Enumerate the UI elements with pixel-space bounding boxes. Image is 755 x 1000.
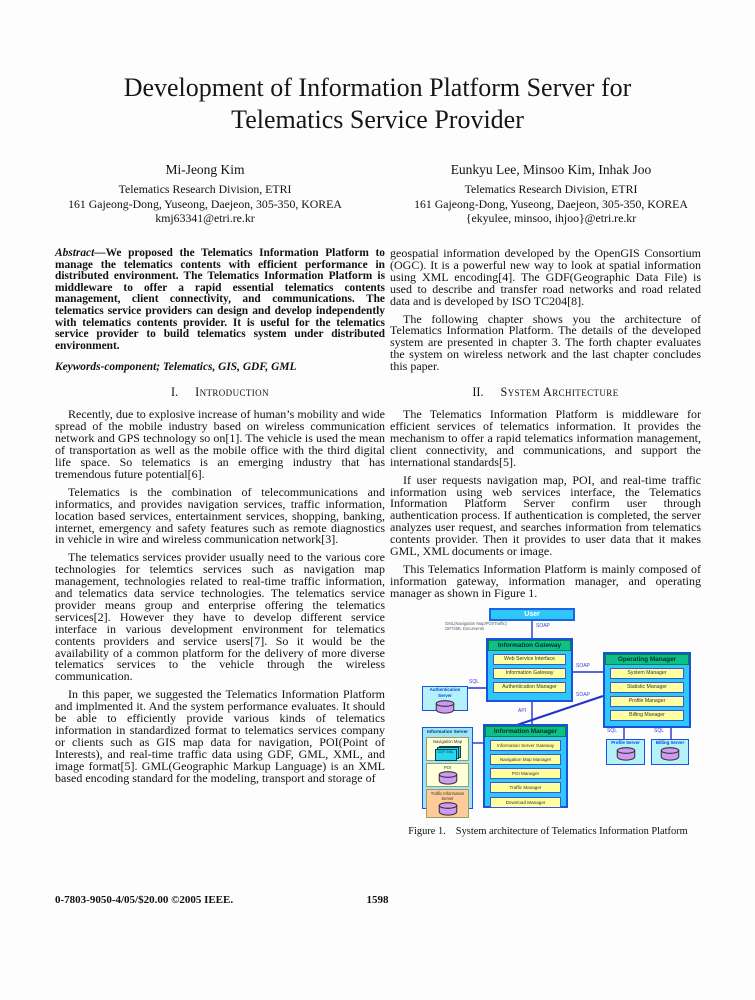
figure-caption: Figure 1. System architecture of Telematics Information Platform [408,825,688,837]
body-paragraph: The Telematics Information Platform is middleware for efficient services of telematics information. It provides the mechanism to offer a rapid telematics information management, client connectivity, and communications, and support the international standards[5]. [390,407,701,469]
node-item: Authentication Manager [493,682,566,693]
node-title: Information Server [427,728,468,734]
body-paragraph: Telematics is the combination of telecommunications and informatics, and provides navigation services, traffic information, location based services, entertainment services, shopping, banking, internet, emergency and safety features such as remote diagnostics in vehicle in wire and wireless communication network[3]. [55,484,385,547]
abstract-text: We proposed the Telematics Information Platform to manage the telematics contents with efficient performance in distributed environment. The Telematics Information Platform is middleware to offer a rapid essential telematics contents management, client connectivity, and communications. The telematics service providers can design and develop independently with telematics contents provider. It is useful for the telematics service provider to build telematics system under distributed environment. [55,247,385,352]
author-address: 161 Gajeong-Dong, Yuseong, Daejeon, 305-350, KOREA [68,196,342,211]
diagram-node-billing-server [651,739,689,765]
paper-title-line1: Development of Information Platform Server for [123,73,632,102]
diagram-node-information-server [422,727,473,809]
body-paragraph: If user requests navigation map, POI, and real-time traffic information using web services interface, the Telematics Information Platform Server confirm user through authentication process. If authentication is completed, the server analyzes user request, and searches information from telematics contents provider. Then it provides to user data that it makes GML, XML documents or image. [390,472,701,559]
node-item: Navigation Map Manager [490,754,561,765]
body-paragraph: geospatial information developed by the OpenGIS Consortium (OGC). It is a powerful new way to look at spatial information using XML encoding[4]. The GDF(Geographic Data File) is used to describe and transfer road networks and road related data and is developed by ISO TC204[8]. [390,246,701,308]
node-item: Billing Manager [610,710,684,721]
label-soap: SOAP [576,691,590,698]
author-email: kmj63341@etri.re.kr [155,211,255,225]
diagram-node-user: User [489,608,575,621]
diagram-protocol-note: GML(Navigation Map/POI/Traffic) GIF/XML Documents [445,620,507,631]
body-paragraph: The telematics services provider usually need to the various core technologies for telemtics services such as navigation map management, technologies related to real-time traffic information, and telematics data service technologies. The telematics service provider means group and enterprise offering the telematics services[2]. However they have to develop different service interface in various development environment for telematics contents providers and service users[7]. So it would be the availability of a common platform for the delivery of more diverse telematics services to the vehicle through the wireless communication. [55,550,385,684]
figure-1 [390,606,701,837]
copyright-notice: 0-7803-9050-4/05/$20.00 ©2005 IEEE. [55,894,234,906]
page-number: 1598 [366,894,389,906]
database-cylinder-icon [615,747,637,761]
body-paragraph: This Telematics Information Platform is mainly composed of information gateway, information manager, and operating manager as shown in Figure 1. [390,561,701,600]
map-files-stack-icon: GDF GML [435,746,461,759]
body-paragraph: Recently, due to explosive increase of human’s mobility and wide spread of the mobile industry based on wireless communication network and GPS technology so on[1]. The vehicle is used the mean of transportation as well as the mobile office with the third digital life space. So telematics is an emerging industry that has tremendous future potential[6]. [55,407,385,481]
author-name: Eunkyu Lee, Minsoo Kim, Inhak Joo [450,162,652,177]
node-item: Web Service Interface [493,654,566,665]
database-cylinder-icon [437,771,459,785]
database-cylinder-icon [437,802,459,816]
figure-1-diagram [405,606,705,818]
database-cylinder-icon [659,747,681,761]
label-sql: SQL [469,678,480,685]
node-title: Profile Server [611,739,640,745]
node-item: System Manager [610,668,684,679]
abstract [55,248,385,352]
label-sql: SQL [654,727,665,734]
label-soap: SOAP [576,662,590,669]
abstract-label: Abstract— [55,247,106,259]
diagram-node-authentication-server [422,686,468,711]
author-affiliation: Telematics Research Division, ETRI [464,182,638,196]
node-title: Information Manager [485,726,566,737]
author-block-left [45,162,365,226]
author-name: Mi-Jeong Kim [165,162,245,177]
author-affiliation: Telematics Research Division, ETRI [118,182,292,196]
body-paragraph: The following chapter shows you the architecture of Telematics Information Platform. The details of the developed system are presented in chapter 3. The forth chapter evaluates the system on wireless network and the last chapter concludes this paper. [390,311,701,374]
node-item: Information Gateway [493,668,566,679]
node-item: Traffic Manager [490,782,561,793]
label-api: API [518,707,527,714]
database-cylinder-icon [434,700,456,714]
node-title: Information Gateway [488,640,571,651]
subnode-traffic-information-server: Traffic Information Server [426,789,469,818]
node-item: Profile Manager [610,696,684,707]
right-column [390,248,701,837]
node-title: Billing Server [655,739,685,745]
subnode-navigation-map: Navigation Map GDF GML [426,737,469,761]
node-item: Download Manager [490,797,561,808]
node-item: Information Server Gateway [490,740,561,751]
node-item: Statistic Manager [610,682,684,693]
body-paragraph: In this paper, we suggested the Telematics Information Platform and implmented it. And the system performance evaluates. It should be able to efficiently provide various kinds of telematics information in standardized format to telematics services company or clients such as GIS map data for navigation, POI(Point of Interests), and real-time traffic data using GDF, GML, XML, and image format[5]. GML(Geographic Markup Language) is an XML based encoding standard for the modeling, transport and storage of [55,687,385,785]
label-sql: SQL [607,727,618,734]
section-heading-introduction: I. Introduction [171,385,269,400]
diagram-node-profile-server [606,739,645,765]
keywords: Keywords-component; Telematics, GIS, GDF, GML [55,361,297,374]
label-soap: SOAP [536,622,550,629]
diagram-node-information-gateway [486,638,573,702]
subnode-poi: POI [426,763,469,787]
paper-title [0,72,755,136]
diagram-node-operating-manager [603,652,691,728]
section-heading-system-architecture: II. System Architecture [472,385,619,400]
node-title: Authentication Server [429,686,461,698]
author-block-right [395,162,707,226]
left-column [55,248,385,791]
node-title: Operating Manager [605,654,689,665]
diagram-node-information-manager [483,724,568,808]
node-item: POI Manager [490,768,561,779]
author-address: 161 Gajeong-Dong, Yuseong, Daejeon, 305-350, KOREA [414,196,688,211]
paper-title-line2: Telematics Service Provider [231,105,524,134]
author-email: {ekyulee, minsoo, ihjoo}@etri.re.kr [465,211,637,225]
